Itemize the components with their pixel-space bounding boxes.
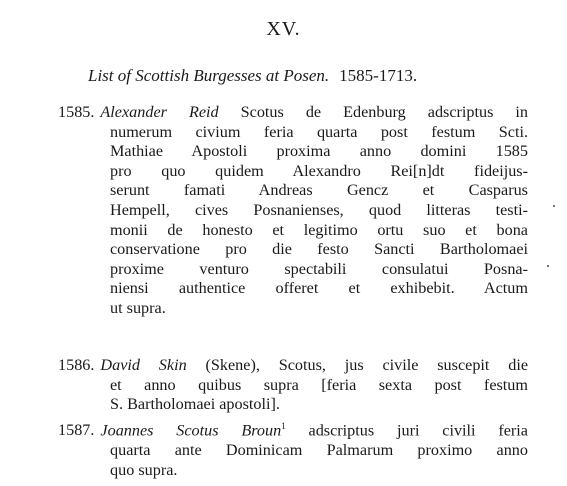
- entry-name: David Skin: [100, 356, 187, 374]
- entry-year: 1587.: [58, 421, 95, 440]
- scan-speck: [553, 205, 555, 207]
- entry-first-line: [58, 356, 528, 376]
- entry-first-line: [58, 417, 528, 441]
- entry-line: ut supra.: [110, 298, 166, 317]
- list-dates: 1585-1713.: [339, 66, 418, 85]
- scan-speck: [547, 265, 549, 267]
- entry-first-line: [58, 103, 528, 123]
- chapter-number: XV.: [266, 18, 301, 40]
- list-heading: [88, 66, 417, 86]
- entry-line: quo supra.: [110, 460, 178, 479]
- entry-line: Mathiae Apostoli proxima anno domini 1585: [110, 142, 528, 161]
- entry-line: Hempell, cives Posnanienses, quod litteras testi-: [110, 200, 528, 219]
- entry-year: 1585.: [58, 103, 95, 121]
- entry-line: conservatione pro die festo Sancti Bartholomaei: [110, 240, 528, 259]
- entry-1586: [58, 356, 528, 415]
- entry-line: et anno quibus supra [feria sexta post festum: [110, 375, 528, 394]
- entry-text: (Skene), Scotus, jus civile suscepit die: [205, 356, 529, 374]
- entry-line: proxime venturo spectabili consulatui Posna-: [110, 259, 528, 278]
- list-title: List of Scottish Burgesses at Posen.: [88, 66, 330, 85]
- entry-line: numerum civium feria quarta post festum Scti.: [110, 122, 528, 141]
- entry-line: monii de honesto et legitimo ortu suo et bona: [110, 220, 528, 239]
- entry-text: adscriptus juri civili feria: [308, 421, 528, 440]
- entry-1587: [58, 417, 528, 480]
- footnote-mark: 1: [281, 421, 286, 431]
- entry-1585: [58, 103, 528, 319]
- entry-line: niensi authentice offeret et exhibebit. Actum: [110, 279, 528, 298]
- entry-name: Alexander Reid: [100, 103, 219, 121]
- entry-year: 1586.: [58, 356, 95, 374]
- entry-name: Joannes Scotus Broun: [100, 421, 282, 440]
- entry-line: pro quo quidem Alexandro Rei[n]dt fideijus-: [110, 161, 528, 180]
- entry-line: serunt famati Andreas Gencz et Casparus: [110, 181, 528, 200]
- entry-line: quarta ante Dominicam Palmarum proximo anno: [110, 440, 528, 459]
- entry-text: Scotus de Edenburg adscriptus in: [240, 103, 528, 121]
- entry-line: S. Bartholomaei apostoli].: [110, 395, 280, 414]
